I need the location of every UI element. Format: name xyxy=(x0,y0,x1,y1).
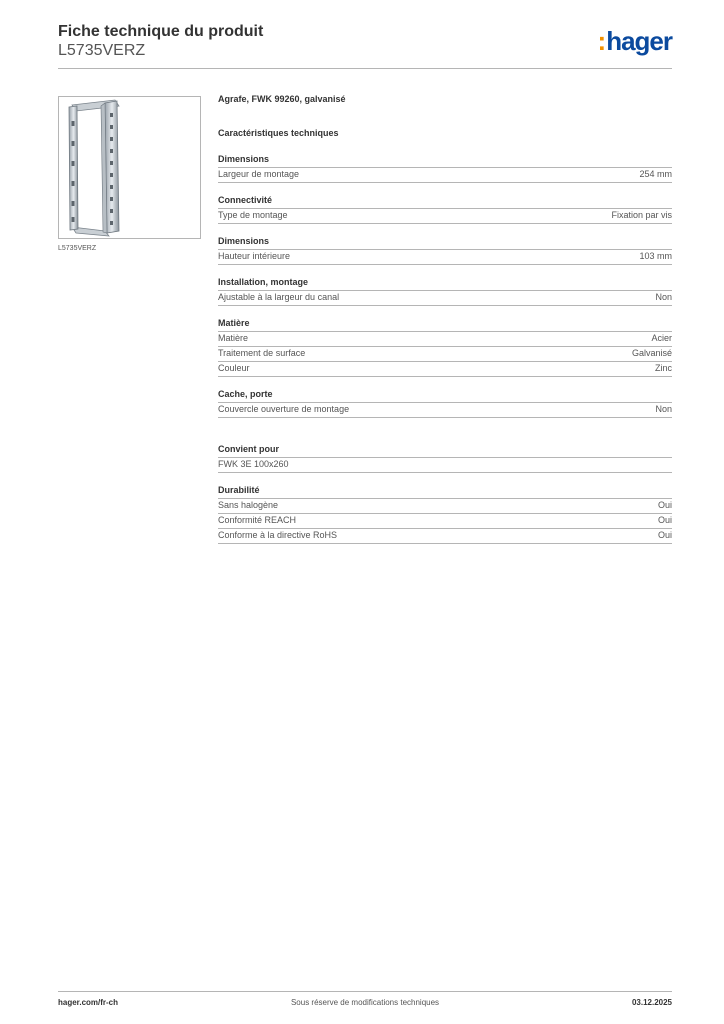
spec-row xyxy=(218,291,672,306)
spec-label: Couleur xyxy=(218,363,250,373)
technical-characteristics-heading: Caractéristiques techniques xyxy=(218,128,339,138)
spec-value: 103 mm xyxy=(639,251,672,261)
section-suitable-for xyxy=(218,444,672,473)
spec-value: Oui xyxy=(657,500,672,510)
section-material xyxy=(218,318,672,377)
spec-label: Traitement de surface xyxy=(218,348,306,358)
section-connectivity xyxy=(218,195,672,224)
spec-row xyxy=(218,403,672,418)
spec-value: Non xyxy=(655,404,672,414)
footer-website-link[interactable]: hager.com/fr-ch xyxy=(58,998,119,1007)
spec-row xyxy=(218,168,672,183)
spec-value: Galvanisé xyxy=(631,348,672,358)
spec-value: Oui xyxy=(657,515,672,525)
spec-label: Largeur de montage xyxy=(218,169,300,179)
spec-row xyxy=(218,529,672,544)
section-cover-door xyxy=(218,389,672,418)
spec-row xyxy=(218,347,672,362)
spec-value: 254 mm xyxy=(639,169,672,179)
logo-text: hager xyxy=(606,26,672,56)
header-divider xyxy=(58,68,672,69)
spec-row xyxy=(218,458,672,473)
section-dimensions-width xyxy=(218,154,672,183)
footer-divider xyxy=(58,991,672,992)
image-caption: L5735VERZ xyxy=(58,245,97,252)
spec-row xyxy=(218,250,672,265)
section-installation xyxy=(218,277,672,306)
product-image xyxy=(58,96,201,239)
section-title: Installation, montage xyxy=(218,277,672,291)
product-name: Agrafe, FWK 99260, galvanisé xyxy=(218,94,346,104)
footer-disclaimer: Sous réserve de modifications techniques xyxy=(290,998,440,1007)
spec-value: Non xyxy=(655,292,672,302)
spec-label: Couvercle ouverture de montage xyxy=(218,404,350,414)
document-title: Fiche technique du produit xyxy=(58,23,264,40)
footer-date: 03.12.2025 xyxy=(631,998,672,1007)
spec-label: Ajustable à la largeur du canal xyxy=(218,292,340,302)
spec-row xyxy=(218,209,672,224)
section-title: Cache, porte xyxy=(218,389,672,403)
section-title: Connectivité xyxy=(218,195,672,209)
product-reference: L5735VERZ xyxy=(58,42,146,59)
specs-content xyxy=(218,94,672,544)
spec-label: Hauteur intérieure xyxy=(218,251,291,261)
spec-value: Acier xyxy=(651,333,672,343)
section-title: Durabilité xyxy=(218,485,672,499)
section-dimensions-height xyxy=(218,236,672,265)
spec-value: Fixation par vis xyxy=(611,210,672,220)
spec-value: Zinc xyxy=(654,363,672,373)
hager-logo xyxy=(598,27,672,55)
document-header xyxy=(58,22,263,60)
spec-label: FWK 3E 100x260 xyxy=(218,459,289,469)
metal-bracket-illustration-icon xyxy=(59,97,200,238)
spec-label: Matière xyxy=(218,333,249,343)
spec-value: Oui xyxy=(657,530,672,540)
spec-label: Sans halogène xyxy=(218,500,279,510)
section-title: Dimensions xyxy=(218,154,672,168)
section-title: Convient pour xyxy=(218,444,672,458)
spec-row xyxy=(218,514,672,529)
logo-colon-icon: : xyxy=(597,26,606,56)
spec-label: Type de montage xyxy=(218,210,288,220)
spec-row xyxy=(218,362,672,377)
section-title: Dimensions xyxy=(218,236,672,250)
section-title: Matière xyxy=(218,318,672,332)
spec-row xyxy=(218,332,672,347)
spec-label: Conforme à la directive RoHS xyxy=(218,530,338,540)
spec-row xyxy=(218,499,672,514)
spec-label: Conformité REACH xyxy=(218,515,297,525)
section-sustainability xyxy=(218,485,672,544)
